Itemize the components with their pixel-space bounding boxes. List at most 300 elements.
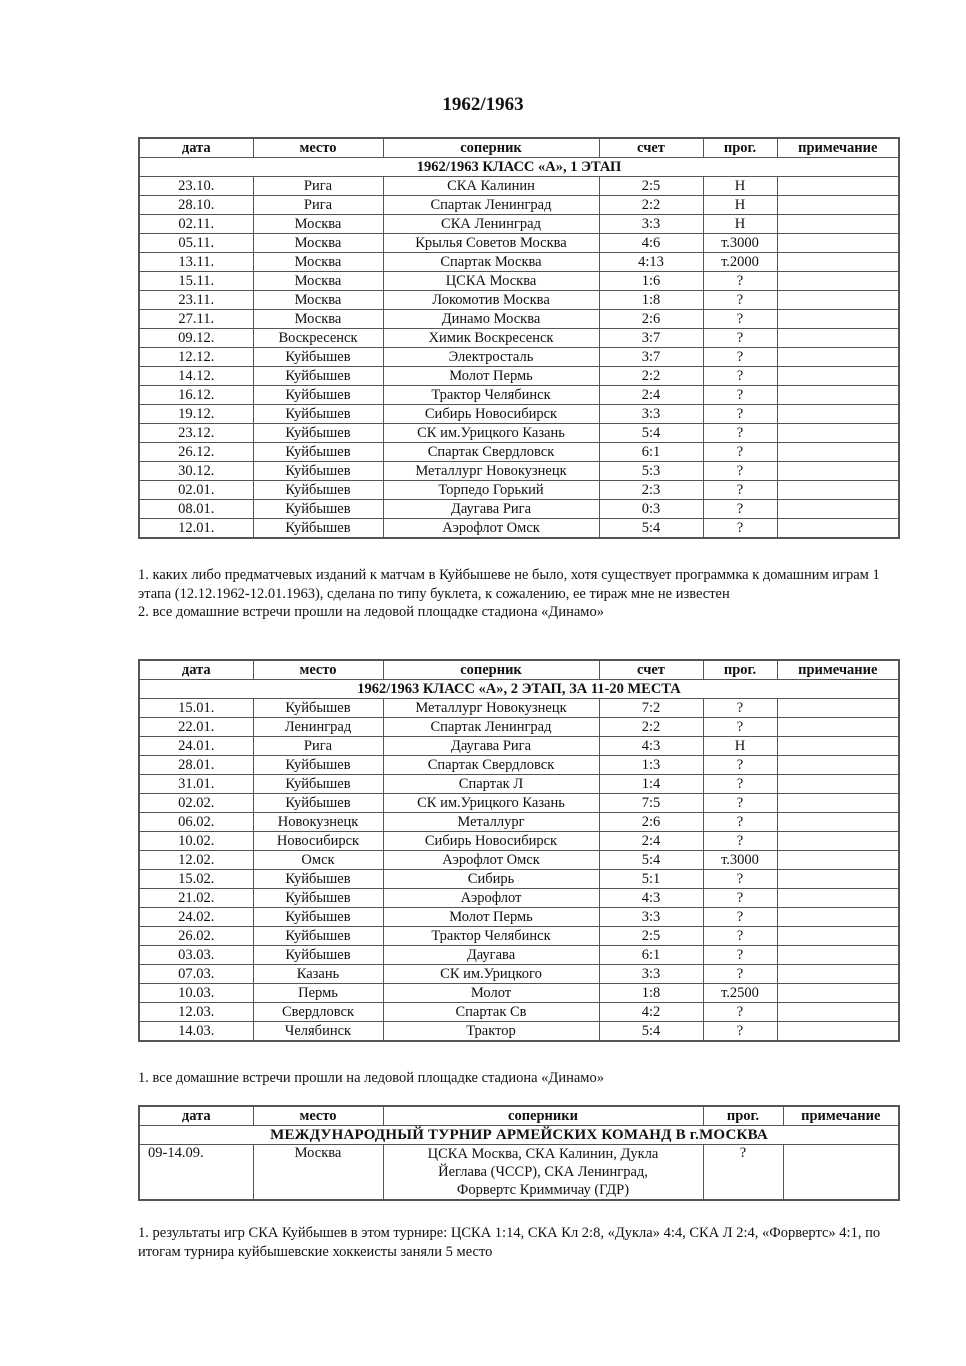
cell-place: Куйбышев (253, 794, 383, 813)
cell-place: Москва (253, 234, 383, 253)
cell-program: ? (703, 832, 777, 851)
cell-place: Куйбышев (253, 756, 383, 775)
col-note: примечание (783, 1106, 899, 1126)
cell-place: Казань (253, 965, 383, 984)
table-row (139, 813, 899, 832)
table-row (139, 196, 899, 215)
cell-place: Куйбышев (253, 481, 383, 500)
cell-score: 1:3 (599, 756, 703, 775)
cell-opponent: Аэрофлот Омск (383, 851, 599, 870)
table-row (139, 737, 899, 756)
cell-opponent: Спартак Свердловск (383, 443, 599, 462)
table-row (139, 291, 899, 310)
col-score: счет (599, 660, 703, 680)
cell-score: 1:8 (599, 984, 703, 1003)
cell-score: 1:6 (599, 272, 703, 291)
table-row (139, 272, 899, 291)
cell-program: ? (703, 794, 777, 813)
cell-note (777, 367, 899, 386)
cell-note (777, 1003, 899, 1022)
cell-score: 5:3 (599, 462, 703, 481)
cell-date: 23.10. (139, 177, 253, 196)
cell-opponent: Металлург (383, 813, 599, 832)
cell-date: 27.11. (139, 310, 253, 329)
cell-date: 10.02. (139, 832, 253, 851)
cell-program: ? (703, 386, 777, 405)
cell-opponent: СКА Калинин (383, 177, 599, 196)
cell-opponent: Спартак Ленинград (383, 196, 599, 215)
cell-program: ? (703, 500, 777, 519)
cell-opponent: СК им.Урицкого Казань (383, 424, 599, 443)
note-item: 1. результаты игр СКА Куйбышев в этом турнире: ЦСКА 1:14, СКА Кл 2:8, «Дукла» 4:4, СКА Л 2:4, «Форвертс» 4:1, по итогам турнира куйбышевские хоккеисты заняли 5 место (138, 1225, 881, 1260)
cell-note (777, 215, 899, 234)
table-row (139, 946, 899, 965)
table-row (139, 519, 899, 539)
cell-score: 3:7 (599, 329, 703, 348)
opponents-line: ЦСКА Москва, СКА Калинин, Дукла (427, 1146, 659, 1162)
cell-date: 06.02. (139, 813, 253, 832)
cell-program: т.2000 (703, 253, 777, 272)
cell-program: ? (703, 481, 777, 500)
cell-program: ? (703, 775, 777, 794)
cell-program: Н (703, 177, 777, 196)
cell-note (777, 756, 899, 775)
cell-opponent: Трактор (383, 1022, 599, 1042)
cell-note (777, 965, 899, 984)
cell-score: 2:4 (599, 386, 703, 405)
cell-score: 5:4 (599, 519, 703, 539)
cell-note (777, 177, 899, 196)
cell-score: 2:2 (599, 196, 703, 215)
cell-program: т.3000 (703, 234, 777, 253)
cell-note (777, 908, 899, 927)
cell-program: ? (703, 443, 777, 462)
cell-date: 12.01. (139, 519, 253, 539)
cell-place: Куйбышев (253, 348, 383, 367)
cell-opponent: Крылья Советов Москва (383, 234, 599, 253)
cell-score: 4:2 (599, 1003, 703, 1022)
cell-opponent: Металлург Новокузнецк (383, 462, 599, 481)
cell-score: 4:3 (599, 737, 703, 756)
cell-program: ? (703, 813, 777, 832)
table-row (139, 927, 899, 946)
cell-date: 22.01. (139, 718, 253, 737)
cell-opponent: Даугава Рига (383, 737, 599, 756)
tournament-header (139, 1106, 899, 1126)
cell-date: 14.12. (139, 367, 253, 386)
cell-date: 02.01. (139, 481, 253, 500)
cell-date: 03.03. (139, 946, 253, 965)
table-row (139, 965, 899, 984)
cell-place: Новокузнецк (253, 813, 383, 832)
tournament-table (138, 1105, 900, 1201)
table-row (139, 234, 899, 253)
cell-place: Челябинск (253, 1022, 383, 1042)
cell-date: 12.12. (139, 348, 253, 367)
table-row (139, 177, 899, 196)
cell-program: ? (703, 965, 777, 984)
table-row (139, 699, 899, 718)
table-row (139, 1003, 899, 1022)
cell-opponent: Молот Пермь (383, 367, 599, 386)
cell-program: ? (703, 462, 777, 481)
col-place: место (253, 1106, 383, 1126)
cell-place: Рига (253, 196, 383, 215)
cell-date: 26.02. (139, 927, 253, 946)
cell-score: 5:4 (599, 851, 703, 870)
cell-note (777, 481, 899, 500)
col-place: место (253, 138, 383, 158)
table-row (139, 253, 899, 272)
cell-opponent: Трактор Челябинск (383, 386, 599, 405)
col-date: дата (139, 138, 253, 158)
table-row (139, 462, 899, 481)
cell-program: ? (703, 889, 777, 908)
cell-note (777, 424, 899, 443)
cell-opponent: Даугава Рига (383, 500, 599, 519)
cell-place: Куйбышев (253, 367, 383, 386)
tournament-section-title: МЕЖДУНАРОДНЫЙ ТУРНИР АРМЕЙСКИХ КОМАНД В г.МОСКВА (139, 1126, 899, 1145)
cell-program: ? (703, 718, 777, 737)
cell-opponent: ЦСКА Москва (383, 272, 599, 291)
cell-note (777, 443, 899, 462)
cell-place: Новосибирск (253, 832, 383, 851)
cell-note (777, 1022, 899, 1042)
cell-date: 23.12. (139, 424, 253, 443)
cell-score: 2:5 (599, 927, 703, 946)
cell-note (777, 310, 899, 329)
cell-opponent: Трактор Челябинск (383, 927, 599, 946)
cell-opponent: Сибирь Новосибирск (383, 405, 599, 424)
opponents-line: Йеглава (ЧССР), СКА Ленинград, (438, 1164, 648, 1180)
cell-program: ? (703, 424, 777, 443)
cell-place: Ленинград (253, 718, 383, 737)
col-program: прог. (703, 1106, 783, 1126)
cell-date: 28.01. (139, 756, 253, 775)
cell-program: ? (703, 348, 777, 367)
table-row (139, 889, 899, 908)
cell-place: Свердловск (253, 1003, 383, 1022)
cell-place: Москва (253, 272, 383, 291)
cell-score: 3:3 (599, 908, 703, 927)
cell-note (777, 775, 899, 794)
cell-date: 24.02. (139, 908, 253, 927)
cell-place: Куйбышев (253, 386, 383, 405)
table-row (139, 775, 899, 794)
cell-score: 5:4 (599, 1022, 703, 1042)
stage2-header (139, 660, 899, 680)
cell-opponent: Сибирь Новосибирск (383, 832, 599, 851)
table-row (139, 984, 899, 1003)
cell-score: 2:5 (599, 177, 703, 196)
cell-date: 09.12. (139, 329, 253, 348)
cell-opponent: Молот Пермь (383, 908, 599, 927)
stage1-section-title: 1962/1963 КЛАСС «А», 1 ЭТАП (139, 158, 899, 177)
col-opponent: соперник (383, 138, 599, 158)
cell-opponent: Спартак Ленинград (383, 718, 599, 737)
cell-opponent: Молот (383, 984, 599, 1003)
cell-date: 31.01. (139, 775, 253, 794)
stage2-notes (138, 1069, 898, 1088)
table-row (139, 405, 899, 424)
cell-opponent: Спартак Л (383, 775, 599, 794)
cell-score: 2:6 (599, 813, 703, 832)
cell-note (777, 870, 899, 889)
cell-place: Куйбышев (253, 870, 383, 889)
cell-opponent: СК им.Урицкого (383, 965, 599, 984)
cell-note (777, 737, 899, 756)
cell-program: ? (703, 405, 777, 424)
cell-score: 2:2 (599, 718, 703, 737)
cell-date: 15.11. (139, 272, 253, 291)
cell-date: 19.12. (139, 405, 253, 424)
cell-score: 6:1 (599, 443, 703, 462)
cell-note (777, 386, 899, 405)
stage2-body (139, 680, 899, 1042)
table-row (139, 794, 899, 813)
cell-score: 3:7 (599, 348, 703, 367)
cell-program: ? (703, 310, 777, 329)
cell-place: Омск (253, 851, 383, 870)
cell-score: 4:13 (599, 253, 703, 272)
tournament-body (139, 1126, 899, 1201)
cell-program: Н (703, 196, 777, 215)
cell-note (777, 500, 899, 519)
cell-place: Куйбышев (253, 927, 383, 946)
cell-program: Н (703, 737, 777, 756)
cell-place: Москва (253, 253, 383, 272)
cell-note (777, 519, 899, 539)
cell-note (777, 462, 899, 481)
cell-score: 3:3 (599, 215, 703, 234)
stage1-header (139, 138, 899, 158)
table-row (139, 367, 899, 386)
cell-program: т.2500 (703, 984, 777, 1003)
cell-note (777, 405, 899, 424)
col-program: прог. (703, 660, 777, 680)
col-place: место (253, 660, 383, 680)
cell-program: ? (703, 1145, 783, 1201)
cell-date: 15.01. (139, 699, 253, 718)
cell-place: Куйбышев (253, 519, 383, 539)
cell-place: Москва (253, 291, 383, 310)
stage1-notes (138, 566, 898, 622)
cell-place: Москва (253, 215, 383, 234)
cell-opponents (383, 1145, 703, 1201)
cell-program: Н (703, 215, 777, 234)
cell-date: 10.03. (139, 984, 253, 1003)
cell-program: ? (703, 946, 777, 965)
cell-note (783, 1145, 899, 1201)
cell-note (777, 718, 899, 737)
cell-date: 05.11. (139, 234, 253, 253)
cell-score: 2:3 (599, 481, 703, 500)
cell-place: Куйбышев (253, 946, 383, 965)
cell-score: 6:1 (599, 946, 703, 965)
table-row (139, 718, 899, 737)
cell-score: 0:3 (599, 500, 703, 519)
cell-score: 2:6 (599, 310, 703, 329)
cell-note (777, 889, 899, 908)
cell-score: 1:4 (599, 775, 703, 794)
cell-opponent: СК им.Урицкого Казань (383, 794, 599, 813)
cell-program: ? (703, 367, 777, 386)
cell-opponent: Даугава (383, 946, 599, 965)
cell-place: Москва (253, 1145, 383, 1201)
cell-note (777, 253, 899, 272)
cell-place: Куйбышев (253, 424, 383, 443)
note-item: 2. все домашние встречи прошли на ледовой площадке стадиона «Динамо» (138, 604, 604, 620)
cell-date: 16.12. (139, 386, 253, 405)
cell-note (777, 272, 899, 291)
note-item: 1. каких либо предматчевых изданий к матчам в Куйбышеве не было, хотя существует программка к домашним играм 1 этапа (12.12.1962-12.01.1963), сделана по типу буклета, к сожалению, ее тираж мне не известен (138, 567, 880, 602)
cell-score: 1:8 (599, 291, 703, 310)
cell-place: Рига (253, 177, 383, 196)
cell-opponent: СКА Ленинград (383, 215, 599, 234)
cell-note (777, 851, 899, 870)
table-row (139, 215, 899, 234)
cell-score: 4:6 (599, 234, 703, 253)
cell-note (777, 196, 899, 215)
cell-opponent: Локомотив Москва (383, 291, 599, 310)
cell-place: Воскресенск (253, 329, 383, 348)
col-program: прог. (703, 138, 777, 158)
cell-opponent: Спартак Свердловск (383, 756, 599, 775)
cell-opponent: Химик Воскресенск (383, 329, 599, 348)
col-date: дата (139, 660, 253, 680)
cell-opponent: Динамо Москва (383, 310, 599, 329)
cell-place: Куйбышев (253, 908, 383, 927)
stage2-section-title: 1962/1963 КЛАСС «А», 2 ЭТАП, ЗА 11-20 МЕСТА (139, 680, 899, 699)
cell-program: ? (703, 699, 777, 718)
note-item: 1. все домашние встречи прошли на ледовой площадке стадиона «Динамо» (138, 1070, 604, 1086)
cell-note (777, 794, 899, 813)
cell-place: Москва (253, 310, 383, 329)
table-row (139, 500, 899, 519)
table-row (139, 851, 899, 870)
page-title: 1962/1963 (442, 94, 524, 115)
col-score: счет (599, 138, 703, 158)
cell-opponent: Аэрофлот Омск (383, 519, 599, 539)
cell-date: 02.02. (139, 794, 253, 813)
cell-place: Куйбышев (253, 462, 383, 481)
table-row (139, 424, 899, 443)
table-row (139, 870, 899, 889)
cell-place: Куйбышев (253, 889, 383, 908)
table-row (139, 832, 899, 851)
cell-note (777, 234, 899, 253)
cell-note (777, 813, 899, 832)
cell-program: ? (703, 756, 777, 775)
cell-place: Куйбышев (253, 699, 383, 718)
cell-place: Куйбышев (253, 405, 383, 424)
cell-date: 23.11. (139, 291, 253, 310)
cell-score: 2:2 (599, 367, 703, 386)
cell-date: 09-14.09. (139, 1145, 253, 1201)
stage2-table (138, 659, 900, 1042)
stage1-body (139, 158, 899, 539)
cell-opponent: Электросталь (383, 348, 599, 367)
cell-place: Куйбышев (253, 443, 383, 462)
cell-program: ? (703, 329, 777, 348)
col-note: примечание (777, 138, 899, 158)
cell-score: 3:3 (599, 965, 703, 984)
cell-score: 5:4 (599, 424, 703, 443)
cell-date: 15.02. (139, 870, 253, 889)
opponents-line: Форвертс Криммичау (ГДР) (456, 1182, 630, 1198)
cell-program: ? (703, 908, 777, 927)
cell-date: 08.01. (139, 500, 253, 519)
cell-note (777, 984, 899, 1003)
cell-note (777, 348, 899, 367)
col-opponent: соперник (383, 660, 599, 680)
cell-program: ? (703, 519, 777, 539)
cell-note (777, 927, 899, 946)
table-row (139, 756, 899, 775)
cell-score: 4:3 (599, 889, 703, 908)
cell-score: 5:1 (599, 870, 703, 889)
cell-date: 07.03. (139, 965, 253, 984)
cell-date: 14.03. (139, 1022, 253, 1042)
cell-place: Куйбышев (253, 775, 383, 794)
col-opponents: соперники (383, 1106, 703, 1126)
cell-date: 21.02. (139, 889, 253, 908)
cell-date: 28.10. (139, 196, 253, 215)
cell-date: 24.01. (139, 737, 253, 756)
cell-note (777, 946, 899, 965)
table-row (139, 310, 899, 329)
cell-place: Пермь (253, 984, 383, 1003)
table-row (139, 1022, 899, 1042)
cell-program: ? (703, 272, 777, 291)
tournament-notes (138, 1224, 898, 1261)
col-note: примечание (777, 660, 899, 680)
stage1-table (138, 137, 900, 539)
table-row (139, 443, 899, 462)
cell-date: 12.02. (139, 851, 253, 870)
cell-score: 2:4 (599, 832, 703, 851)
cell-program: ? (703, 870, 777, 889)
cell-note (777, 832, 899, 851)
cell-note (777, 291, 899, 310)
cell-opponent: Торпедо Горький (383, 481, 599, 500)
cell-date: 30.12. (139, 462, 253, 481)
cell-opponent: Спартак Св (383, 1003, 599, 1022)
cell-score: 7:5 (599, 794, 703, 813)
table-row (139, 329, 899, 348)
cell-program: ? (703, 291, 777, 310)
table-row (139, 1145, 899, 1201)
cell-opponent: Аэрофлот (383, 889, 599, 908)
cell-date: 02.11. (139, 215, 253, 234)
cell-opponent: Сибирь (383, 870, 599, 889)
cell-opponent: Спартак Москва (383, 253, 599, 272)
cell-place: Рига (253, 737, 383, 756)
cell-date: 26.12. (139, 443, 253, 462)
cell-note (777, 699, 899, 718)
cell-program: ? (703, 1003, 777, 1022)
cell-score: 7:2 (599, 699, 703, 718)
cell-date: 12.03. (139, 1003, 253, 1022)
cell-opponent: Металлург Новокузнецк (383, 699, 599, 718)
table-row (139, 908, 899, 927)
table-row (139, 481, 899, 500)
cell-date: 13.11. (139, 253, 253, 272)
col-date: дата (139, 1106, 253, 1126)
cell-note (777, 329, 899, 348)
table-row (139, 386, 899, 405)
cell-place: Куйбышев (253, 500, 383, 519)
